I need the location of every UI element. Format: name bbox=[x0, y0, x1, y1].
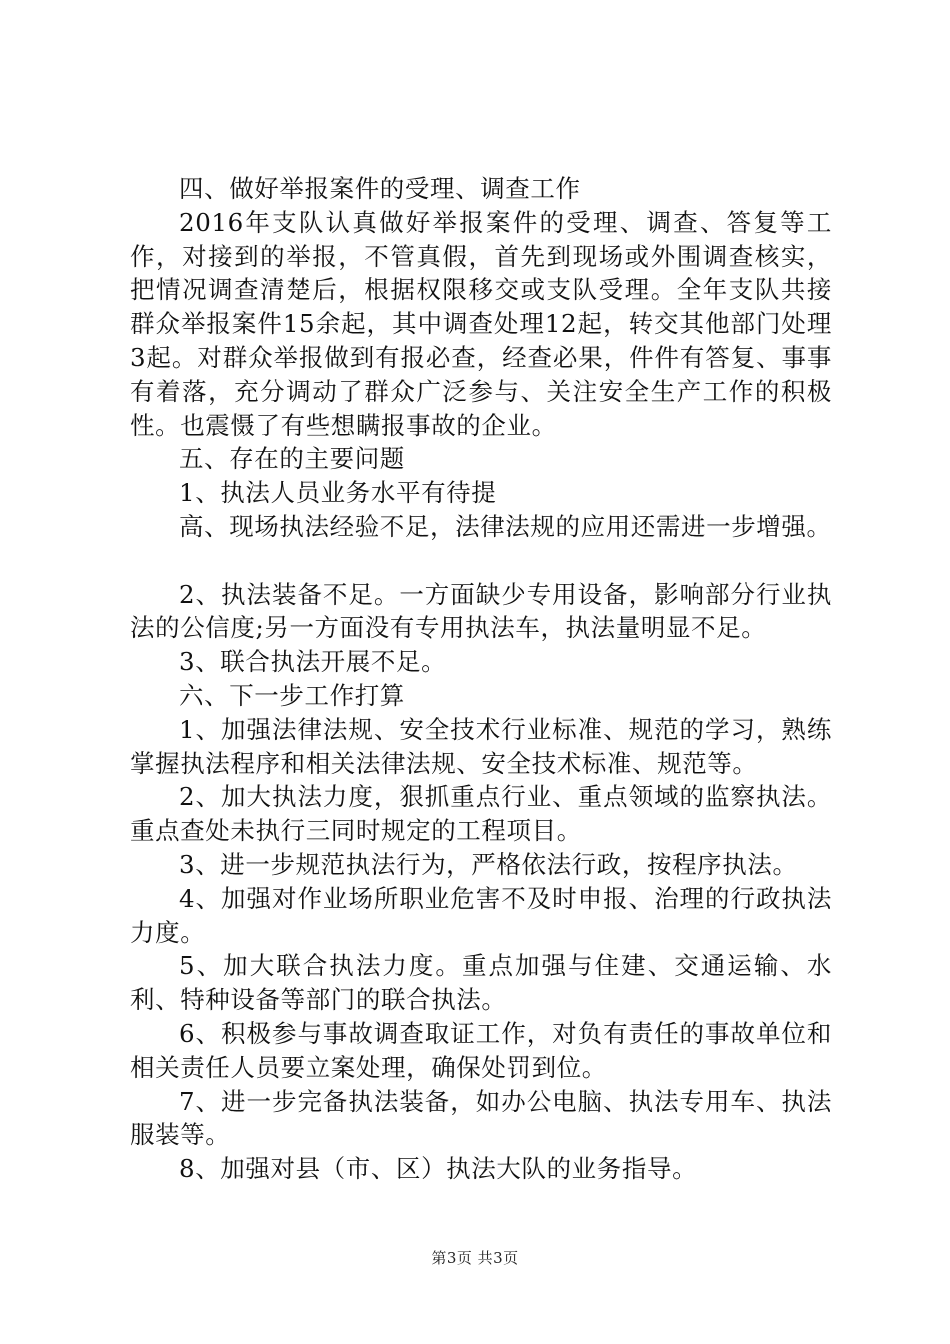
plan-item-7: 7、进一步完备执法装备，如办公电脑、执法专用车、执法服装等。 bbox=[130, 1086, 832, 1150]
plan-item-8: 8、加强对县（市、区）执法大队的业务指导。 bbox=[179, 1154, 698, 1184]
plan-item-1: 1、加强法律法规、安全技术行业标准、规范的学习，熟练掌握执法程序和相关法律法规、安全技术标准、规范等。 bbox=[130, 714, 832, 778]
problem-item-1-continued: 高、现场执法经验不足，法律法规的应用还需进一步增强。 bbox=[179, 511, 832, 541]
plan-item-3: 3、进一步规范执法行为，严格依法行政，按程序执法。 bbox=[179, 849, 798, 879]
problem-item-1: 1、执法人员业务水平有待提 bbox=[179, 478, 497, 508]
plan-item-4: 4、加强对作业场所职业危害不及时申报、治理的行政执法力度。 bbox=[130, 883, 832, 947]
paragraph-report-cases: 2016年支队认真做好举报案件的受理、调查、答复等工作，对接到的举报，不管真假，首先到现场或外围调查核实，把情况调查清楚后，根据权限移交或支队受理。全年支队共接群众举报案件15余起，其中调查处理12起，转交其他部门处理3起。对群众举报做到有报必查，经查必果，件件有答复、事事有着落，充分调动了群众广泛参与、关注安全生产工作的积极性。也震慑了有些想瞒报事故的企业。 bbox=[130, 207, 832, 440]
plan-item-6: 6、积极参与事故调查取证工作，对负有责任的事故单位和相关责任人员要立案处理，确保处罚到位。 bbox=[130, 1018, 832, 1082]
plan-item-5: 5、加大联合执法力度。重点加强与住建、交通运输、水利、特种设备等部门的联合执法。 bbox=[130, 951, 832, 1015]
problem-item-3: 3、联合执法开展不足。 bbox=[179, 647, 447, 677]
section-heading-4: 四、做好举报案件的受理、调查工作 bbox=[179, 174, 581, 203]
plan-item-2: 2、加大执法力度，狠抓重点行业、重点领域的监察执法。重点查处未执行三同时规定的工程项目。 bbox=[130, 782, 832, 846]
document-body bbox=[130, 172, 832, 1186]
problem-item-2: 2、执法装备不足。一方面缺少专用设备，影响部分行业执法的公信度;另一方面没有专用执法车，执法量明显不足。 bbox=[130, 579, 832, 643]
section-heading-6: 六、下一步工作打算 bbox=[179, 680, 405, 710]
section-heading-5: 五、存在的主要问题 bbox=[179, 444, 405, 474]
page-number-footer: 第3页 共3页 bbox=[431, 1249, 519, 1267]
